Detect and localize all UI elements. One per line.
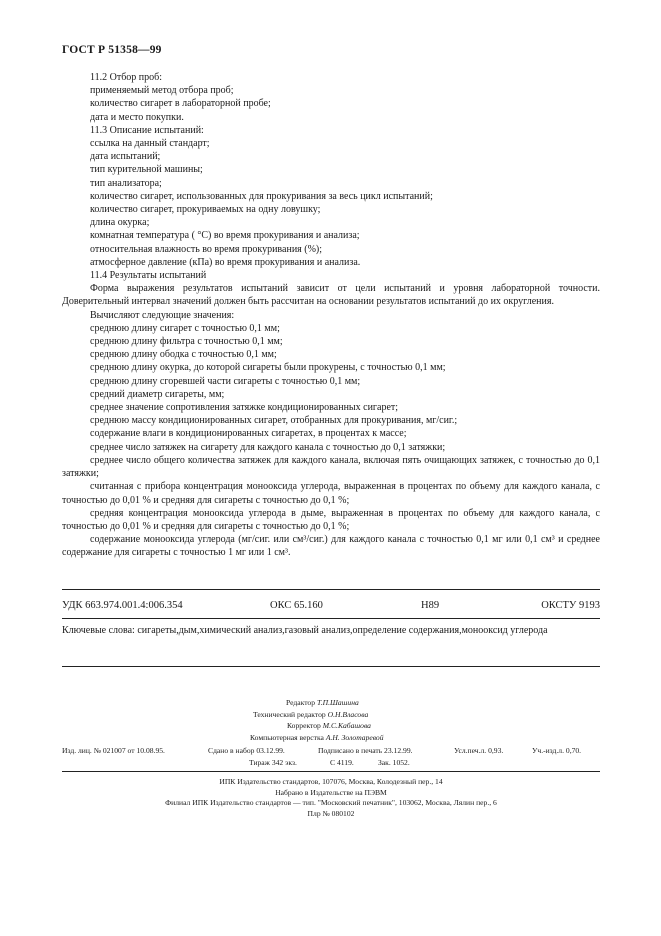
list-item: количество сигарет в лабораторной пробе; [90, 98, 271, 110]
standard-code-header: ГОСТ Р 51358—99 [62, 44, 162, 56]
list-item: тип анализатора; [90, 177, 162, 189]
tech-editor-credit: Технический редактор О.Н.Власова [253, 709, 369, 719]
imprint-block [62, 745, 600, 768]
list-item: средний диаметр сигареты, мм; [90, 388, 225, 400]
paragraph: Форма выражения результатов испытаний зависит от цели испытаний и уровня лабораторной точности. Доверительный интервал значений должен быть рассчитан на основании результатов испытаний до их округления. [62, 283, 600, 308]
list-item: среднюю массу кондиционированных сигарет, отобранных для прокуривания, мг/сиг.; [90, 415, 458, 427]
list-item: атмосферное давление (кПа) во время прокуривания и анализа. [90, 256, 361, 268]
document-body [62, 71, 600, 560]
imprint-row [62, 757, 600, 769]
publishing-sheets: Уч.-изд.л. 0,70. [532, 746, 582, 755]
list-item: ссылка на данный стандарт; [90, 138, 210, 150]
order-number: Зак. 1052. [378, 757, 410, 767]
list-item: содержание влаги в кондиционированных сигаретах, в процентах к массе; [90, 428, 407, 440]
list-item: среднюю длину сгоревшей части сигареты с точностью 0,1 мм; [90, 375, 361, 387]
list-item: длина окурка; [90, 217, 150, 229]
layout-credit: Компьютерная верстка А.Н. Золотаревой [250, 732, 384, 742]
top-divider [62, 589, 600, 590]
editor-credit: Редактор Т.П.Шашина [286, 698, 359, 707]
list-item: среднее число общего количества затяжек для каждого канала, включая пять очищающих затяжек, с точностью до 0,1 затяжки; [62, 454, 600, 480]
section-heading-test-results: 11.4 Результаты испытаний [90, 270, 207, 282]
keywords: Ключевые слова: сигареты,дым,химический анализ,газовый анализ,определение содержания,монооксид углерода [62, 625, 548, 636]
publisher-block [62, 777, 600, 819]
signed-for-print: Подписано в печать 23.12.99. [318, 746, 413, 755]
order-c: С 4119. [330, 757, 354, 767]
bottom-divider [62, 666, 600, 667]
list-item: среднее число затяжек на сигарету для каждого канала с точностью до 0,1 затяжки; [90, 441, 446, 453]
publisher-line: Филиал ИПК Издательство стандартов — тип. "Московский печатник", 103062, Москва, Лялин пер., 6 [165, 798, 497, 808]
license-info: Изд. лиц. № 021007 от 10.08.95. [62, 746, 165, 755]
classification-divider [62, 618, 600, 619]
section-heading-test-description: 11.3 Описание испытаний: [90, 124, 204, 136]
list-item: среднее значение сопротивления затяжке кондиционированных сигарет; [90, 402, 399, 414]
list-item: дата испытаний; [90, 151, 161, 163]
sent-to-set: Сдано в набор 03.12.99. [208, 746, 285, 755]
paragraph: Вычисляют следующие значения: [90, 309, 235, 321]
list-item: количество сигарет, использованных для прокуривания за весь цикл испытаний; [90, 190, 433, 202]
list-item: содержание монооксида углерода (мг/сиг. или см³/сиг.) для каждого канала с точностью 0,1 мг или 0,1 см³ и среднее содержание для сигареты с точностью 1 мг или 1 см³. [62, 534, 600, 559]
publisher-line: ИПК Издательство стандартов, 107076, Москва, Колодезный пер., 14 [219, 777, 443, 786]
list-item: дата и место покупки. [90, 111, 184, 123]
list-item: считанная с прибора концентрация монооксида углерода, выраженная в процентах по объему для каждого канала, с точностью до 0,01 % и средняя для сигареты с точностью до 0,1 %; [62, 481, 600, 506]
section-heading-sampling: 11.2 Отбор проб: [90, 72, 163, 83]
publisher-line: Набрано в Издательстве на ПЭВМ [275, 787, 387, 797]
list-item: тип курительной машины; [90, 164, 203, 176]
group-code: Н89 [421, 600, 440, 611]
circulation: Тираж 342 экз. [249, 757, 297, 767]
imprint-row [62, 745, 600, 757]
corrector-credit: Корректор М.С.Кабашова [287, 721, 371, 731]
oks-code: ОКС 65.160 [270, 600, 323, 611]
list-item: среднюю длину фильтра с точностью 0,1 мм; [90, 336, 283, 348]
imprint-divider [62, 771, 600, 772]
list-item: применяемый метод отбора проб; [90, 85, 234, 97]
print-sheets: Усл.печ.л. 0,93. [454, 746, 504, 755]
list-item: средняя концентрация монооксида углерода в дыме, выраженная в процентах по объему для каждого канала, с точностью до 0,01 % и средняя для сигареты с точностью до 0,1 %; [62, 507, 600, 532]
credits-block [250, 697, 450, 743]
list-item: среднюю длину ободка с точностью 0,1 мм; [90, 349, 277, 361]
publisher-line: Плр № 080102 [307, 808, 355, 818]
list-item: комнатная температура ( °С) во время прокуривания и анализа; [90, 230, 360, 242]
okstu-code: ОКСТУ 9193 [541, 600, 600, 611]
list-item: относительная влажность во время прокуривания (%); [90, 243, 323, 255]
list-item: среднюю длину окурка, до которой сигареты были прокурены, с точностью 0,1 мм; [90, 362, 446, 374]
list-item: количество сигарет, прокуриваемых на одну ловушку; [90, 204, 321, 216]
list-item: среднюю длину сигарет с точностью 0,1 мм; [90, 322, 280, 334]
udk-code: УДК 663.974.001.4:006.354 [62, 600, 183, 611]
